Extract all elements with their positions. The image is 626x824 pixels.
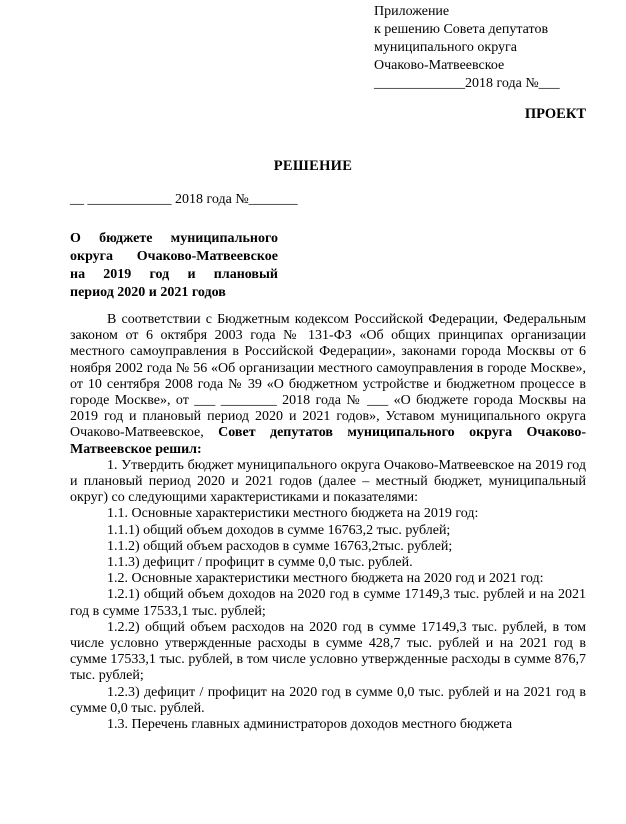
document-title: РЕШЕНИЕ xyxy=(273,158,353,174)
item-1-1: 1.1. Основные характеристики местного бюджета на 2019 год: xyxy=(107,506,479,522)
item-1-2-1: 1.2.1) общий объем доходов на 2020 год в сумме 17149,3 тыс. рублей и на 2021 год в сумме 17533,1 тыс. рублей; xyxy=(70,587,586,619)
preamble-resolution: Совет депутатов муниципального округа Очаково-Матвеевское решил: xyxy=(70,425,586,457)
item-1-2-3: 1.2.3) дефицит / профицит на 2020 год в сумме 0,0 тыс. рублей и на 2021 год в сумме 0,0 тыс. рублей. xyxy=(70,684,586,716)
decision-date-line: __ ____________ 2018 года №_______ xyxy=(70,192,298,207)
project-label: ПРОЕКТ xyxy=(524,106,586,122)
subject-line: период 2020 и 2021 годов xyxy=(70,285,226,300)
subject-line: округа Очаково-Матвеевское xyxy=(70,249,278,264)
appendix-line: муниципального округа xyxy=(374,40,517,55)
item-1-1-1: 1.1.1) общий объем доходов в сумме 16763,2 тыс. рублей; xyxy=(107,522,451,538)
appendix-block xyxy=(374,3,560,93)
item-1: 1. Утвердить бюджет муниципального округа Очаково-Матвеевское на 2019 год и плановый период 2020 и 2021 годов (далее – местный бюджет, муниципальный округ) со следующими характеристиками и показателями: xyxy=(70,457,586,506)
subject-line: О бюджете муниципального xyxy=(70,231,278,246)
item-1-1-3: 1.1.3) дефицит / профицит в сумме 0,0 тыс. рублей. xyxy=(107,555,413,571)
appendix-line: к решению Совета депутатов xyxy=(374,22,549,37)
subject-line: на 2019 год и плановый xyxy=(70,267,278,282)
item-1-2-2: 1.2.2) общий объем расходов на 2020 год в сумме 17149,3 тыс. рублей, в том числе условно утвержденные расходы в сумме 428,7 тыс. рублей и на 2021 год в сумме 17533,1 тыс. рублей, в том числе условно утвержденные расходы в сумме 876,7 тыс. рублей; xyxy=(70,619,586,684)
item-1-1-2: 1.1.2) общий объем расходов в сумме 16763,2тыс. рублей; xyxy=(107,538,453,554)
document-body xyxy=(70,312,586,733)
item-1-3: 1.3. Перечень главных администраторов доходов местного бюджета xyxy=(107,717,513,733)
decision-subject xyxy=(70,230,278,302)
appendix-line: Очаково-Матвеевское xyxy=(374,58,505,73)
appendix-date-line: _____________2018 года №___ xyxy=(374,76,560,91)
preamble-paragraph xyxy=(70,312,586,458)
item-1-2: 1.2. Основные характеристики местного бюджета на 2020 год и 2021 год: xyxy=(107,571,544,587)
preamble-text: В соответствии с Бюджетным кодексом Российской Федерации, Федеральным законом от 6 октября 2003 года № 131-ФЗ «Об общих принципах организации местного самоуправления в Российской Федерации», законами города Москвы от 6 ноября 2002 года № 56 «Об организации местного самоуправления в городе Москве», от 10 сентября 2008 года № 39 «О бюджетном устройстве и бюджетном процессе в городе Москве», от ___ ________ 2018 года № ___ «О бюджете города Москвы на 2019 год и плановый период 2020 и 2021 годов», Уставом муниципального округа Очаково-Матвеевское, xyxy=(70,312,586,441)
appendix-line: Приложение xyxy=(374,4,450,19)
